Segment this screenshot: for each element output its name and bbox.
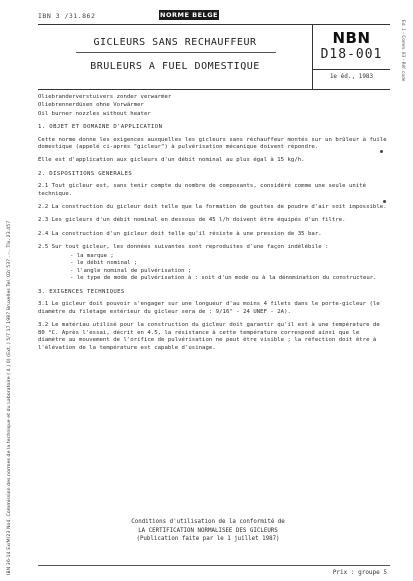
section-3-heading: 3. EXIGENCES TECHNIQUES (38, 289, 125, 296)
left-margin-text (0, 0, 14, 581)
clause-2-2: 2.2 La construction du gicleur doit telle que la formation de gouttes de poudre d'air soit impossible. (38, 204, 387, 211)
clause-2-5-item: - l'angle nominal de pulvérisation ; (70, 267, 192, 274)
scan-speck (380, 150, 383, 153)
clause-2-1: 2.1 Tout gicleur est, sans tenir compte du nombre de composants, considéré comme une seule unité technique. (38, 183, 367, 197)
title-line-2: BRULEURS A FUEL DOMESTIQUE (90, 61, 260, 72)
clause-2-3: 2.3 Les gicleurs d'un débit nominal en dessous de 45 l/h doivent être équipés d'un filtre. (38, 217, 346, 224)
section-1-paragraph-1: Cette norme donne les exigences auxquelles les gicleurs sans réchauffeur montés sur un brûleur à fuile domestique (appelé ci-après "gicleur") à pulvérisation mécanique doivent répondre. (38, 136, 387, 151)
clause-3-1: 3.1 Le gicleur doit pouvoir s'engager sur une longueur d'au moins 4 filets dans le porte-gicleur (le diamètre du filetage extérieur du gicleur sera de : 9/16" - 24 UNEF - 2A). (38, 301, 380, 315)
nbn-code: D18-001 (320, 47, 383, 62)
clause-2-5-item: - le type de mode de pulvérisation à : soit d'un mode ou à la dénomination du constructeur. (70, 275, 377, 282)
note-line-1: Conditions d'utilisation de la conformité de (131, 519, 285, 525)
norme-belge-badge: NORME BELGE (160, 11, 218, 19)
nbn-edition: 1e éd., 1983 (329, 73, 374, 80)
price-group: Prix : groupe 5 (332, 569, 387, 576)
subtitle-nl: Oliebranderverstuivers zonder verwarmer (38, 94, 172, 100)
document-body (38, 94, 388, 358)
clause-3-2: 3.2 Le matériau utilisé pour la construction du gicleur doit garantir qu'il est à une température de 80 °C. Après l'essai, décrit en 4.5, la résistance à cette température correspond ainsi que le diamètre au mouvement de l'orifice de pulvérisation ne peut être visible ; la réfection doit être à l'élévation de la température est capable d'usinage. (38, 322, 380, 351)
subtitle-de: Oliebrennerdüsen ohne Vorwärmer (38, 102, 144, 109)
clause-2-4: 2.4 La construction d'un gicleur doit telle qu'il résiste à une pression de 35 bar. (38, 230, 322, 237)
note-line-3: (Publication faite par le 1 juillet 1987) (136, 536, 280, 542)
clause-2-5: 2.5 Sur tout gicleur, les données suivantes sont reproduites d'une façon indélébile : (38, 244, 329, 251)
title-line-1: GICLEURS SANS RECHAUFFEUR (93, 37, 257, 48)
nbn-label: NBN (332, 29, 371, 47)
footer-rule (38, 565, 390, 566)
clause-2-5-item: - le débit nominal ; (70, 260, 138, 267)
section-1-paragraph-2: Elle est d'application aux gicleurs d'un débit nominal au plus égal à 15 kg/h. (38, 157, 305, 164)
section-2-heading: 2. DISPOSITIONS GENERALES (38, 170, 133, 177)
note-line-2: LA CERTIFICATION NORMALISEE DES GICLEURS (138, 527, 278, 534)
margin-caption: IBN 36-14 Ex/M/23 No4. Commission des normes de la technique et du Laboratoire ( 4 ) 0) (Ext. ) 5/7 17 1987 Bruxelles Tel. 02/ 537 ..-.. Tlx. 23.457 (7, 220, 12, 575)
nbn-box (313, 25, 390, 89)
section-1-heading: 1. OBJET ET DOMAINE D'APPLICATION (38, 124, 163, 131)
title-area (38, 25, 313, 89)
right-margin-caption: Ed. 1 - Comm. 83 - Réf. code (400, 20, 405, 82)
nbn-divider (313, 69, 390, 70)
header-block (38, 24, 390, 90)
right-margin-text (401, 20, 411, 190)
scan-speck (383, 200, 386, 203)
clause-2-5-item: - la marque ; (70, 252, 114, 259)
certification-note (58, 518, 358, 544)
document-reference: IBN 3 /31.862 (38, 12, 96, 20)
title-divider (76, 52, 276, 53)
subtitle-en: Oil burner nozzles without heater (38, 110, 151, 117)
